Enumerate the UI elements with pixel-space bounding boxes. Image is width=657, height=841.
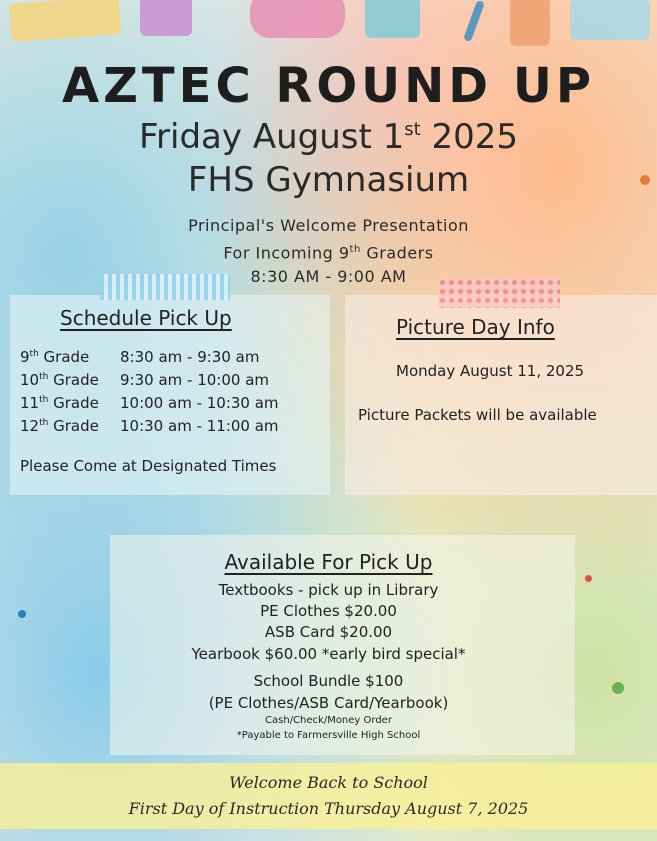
washi-tape <box>100 274 230 300</box>
picture-day-heading: Picture Day Info <box>396 315 555 339</box>
welcome-time: 8:30 AM - 9:00 AM <box>250 267 407 287</box>
picture-day-date: Monday August 11, 2025 <box>396 362 585 380</box>
event-day-suffix: st <box>404 119 421 140</box>
available-item: Yearbook $60.00 *early bird special* <box>191 645 466 663</box>
picture-day-note: Picture Packets will be available <box>358 406 597 424</box>
available-item: ASB Card $20.00 <box>264 623 393 641</box>
available-item: (PE Clothes/ASB Card/Yearbook) <box>208 694 449 712</box>
school-supplies-illustration <box>0 0 657 60</box>
schedule-note: Please Come at Designated Times <box>20 457 277 475</box>
banner-line-2: First Day of Instruction Thursday August 7, 2025 <box>128 799 529 818</box>
event-day: Friday August 1 <box>138 117 405 157</box>
event-date <box>0 117 657 157</box>
available-item: School Bundle $100 <box>253 672 404 690</box>
schedule-row: 10th Grade 9:30 am - 10:00 am <box>20 371 270 389</box>
schedule-time: 9:30 am - 10:00 am <box>120 371 270 389</box>
welcome-line-1: Principal's Welcome Presentation <box>188 216 469 235</box>
schedule-heading: Schedule Pick Up <box>60 306 232 330</box>
schedule-time: 8:30 am - 9:30 am <box>120 348 260 366</box>
schedule-row: 9th Grade 8:30 am - 9:30 am <box>20 348 260 366</box>
schedule-time: 10:30 am - 11:00 am <box>120 417 279 435</box>
schedule-row: 12th Grade 10:30 am - 11:00 am <box>20 417 279 435</box>
available-item: PE Clothes $20.00 <box>260 602 397 620</box>
payment-methods: Cash/Check/Money Order <box>265 715 392 726</box>
banner-line-1: Welcome Back to School <box>229 773 428 792</box>
event-location: FHS Gymnasium <box>187 160 470 200</box>
payable-note: *Payable to Farmersville High School <box>236 730 421 741</box>
washi-tape <box>438 278 560 308</box>
schedule-row: 11th Grade 10:00 am - 10:30 am <box>20 394 279 412</box>
available-heading: Available For Pick Up <box>224 550 433 574</box>
welcome-line-2: For Incoming 9th Graders <box>223 243 434 263</box>
event-year: 2025 <box>431 117 519 157</box>
schedule-time: 10:00 am - 10:30 am <box>120 394 279 412</box>
event-title: AZTEC ROUND UP <box>61 58 596 114</box>
available-item: Textbooks - pick up in Library <box>218 581 439 599</box>
